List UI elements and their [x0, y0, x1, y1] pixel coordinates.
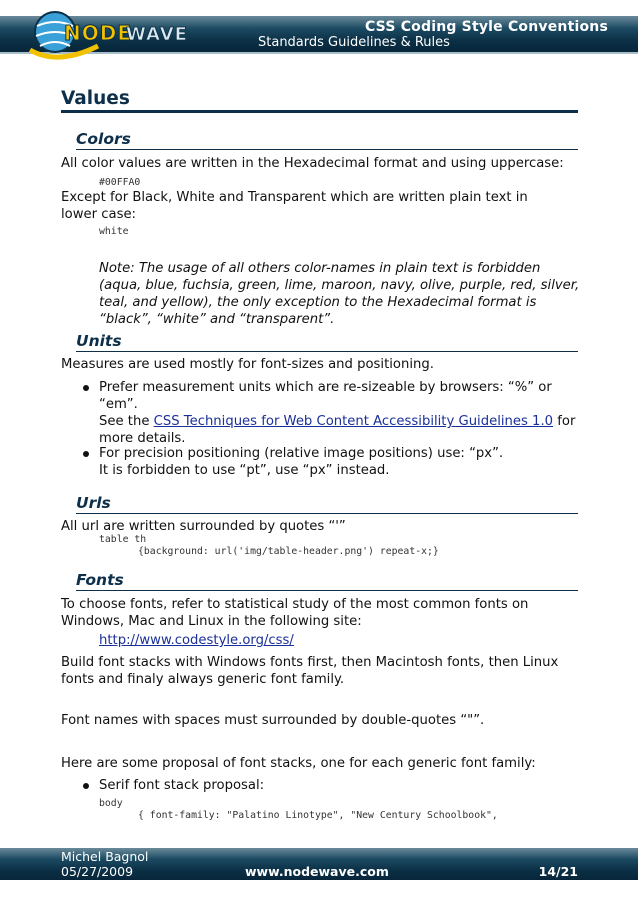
- fonts-code-selector: body: [99, 798, 123, 809]
- section-title: Values: [61, 88, 578, 113]
- units-heading: Units: [76, 332, 578, 352]
- bullet-icon: [83, 385, 89, 391]
- bullet-icon: [83, 451, 89, 457]
- colors-hex-example: #00FFA0: [99, 177, 141, 188]
- svg-text:NODE: NODE: [64, 21, 133, 45]
- fonts-proposal: Here are some proposal of font stacks, one for each generic font family:: [61, 756, 536, 771]
- units-bullet-see: See the: [99, 414, 154, 429]
- footer-page-number: 14/21: [538, 864, 578, 879]
- fonts-quotes: Font names with spaces must surrounded by double-quotes “"”.: [61, 713, 485, 728]
- colors-plain-example: white: [99, 226, 129, 237]
- document-title: CSS Coding Style Conventions: [364, 19, 608, 35]
- wcag-css-techniques-link[interactable]: CSS Techniques for Web Content Accessibility Guidelines 1.0: [153, 414, 554, 429]
- footer-date: 05/27/2009: [61, 864, 134, 879]
- colors-except: Except for Black, White and Transparent which are written plain text in lower case:: [61, 190, 528, 222]
- footer-website: www.nodewave.com: [245, 864, 389, 879]
- fonts-stacks: Build font stacks with Windows fonts first, then Macintosh fonts, then Linux fonts and finaly always generic font family.: [61, 655, 559, 687]
- colors-heading: Colors: [76, 130, 578, 150]
- urls-code-selector: table th: [99, 534, 147, 545]
- codestyle-link[interactable]: http://www.codestyle.org/css/: [99, 633, 294, 648]
- units-bullet-relative-text: Prefer measurement units which are re-sizeable by browsers: “%” or “em”.: [99, 380, 552, 412]
- fonts-bullet-serif-text: Serif font stack proposal:: [99, 778, 265, 793]
- svg-text:WAVE: WAVE: [126, 24, 188, 45]
- nodewave-logo: [28, 6, 218, 66]
- colors-intro: All color values are written in the Hexadecimal format and using uppercase:: [61, 156, 564, 171]
- units-bullet-px-line2: It is forbidden to use “pt”, use “px” instead.: [99, 463, 390, 478]
- units-bullet-after: for more details.: [99, 414, 576, 446]
- units-bullet-px: [99, 445, 579, 479]
- document-subtitle: Standards Guidelines & Rules: [258, 35, 450, 50]
- urls-intro: All url are written surrounded by quotes “'”: [61, 519, 346, 534]
- fonts-code-rule: { font-family: "Palatino Linotype", "New Century Schoolbook",: [138, 810, 498, 821]
- fonts-link-line: [99, 632, 294, 649]
- urls-heading: Urls: [76, 494, 578, 514]
- bullet-icon: [83, 783, 89, 789]
- units-intro: Measures are used mostly for font-sizes and positioning.: [61, 357, 434, 372]
- colors-note: Note: The usage of all others color-names in plain text is forbidden (aqua, blue, fuchsia, green, lime, maroon, navy, olive, purple, red, silver, teal, and yellow), the only exception to the Hexadecimal format is “black”, “white” and “transparent”.: [99, 261, 580, 327]
- fonts-intro: To choose fonts, refer to statistical study of the most common fonts on Windows, Mac and Linux in the following site:: [61, 597, 529, 629]
- footer-author: Michel Bagnol: [61, 849, 149, 864]
- fonts-bullet-serif: [99, 777, 579, 794]
- units-bullet-relative: [99, 379, 579, 447]
- urls-code-rule: {background: url('img/table-header.png') repeat-x;}: [138, 546, 439, 557]
- fonts-heading: Fonts: [76, 571, 578, 591]
- units-bullet-px-line1: For precision positioning (relative image positions) use: “px”.: [99, 446, 504, 461]
